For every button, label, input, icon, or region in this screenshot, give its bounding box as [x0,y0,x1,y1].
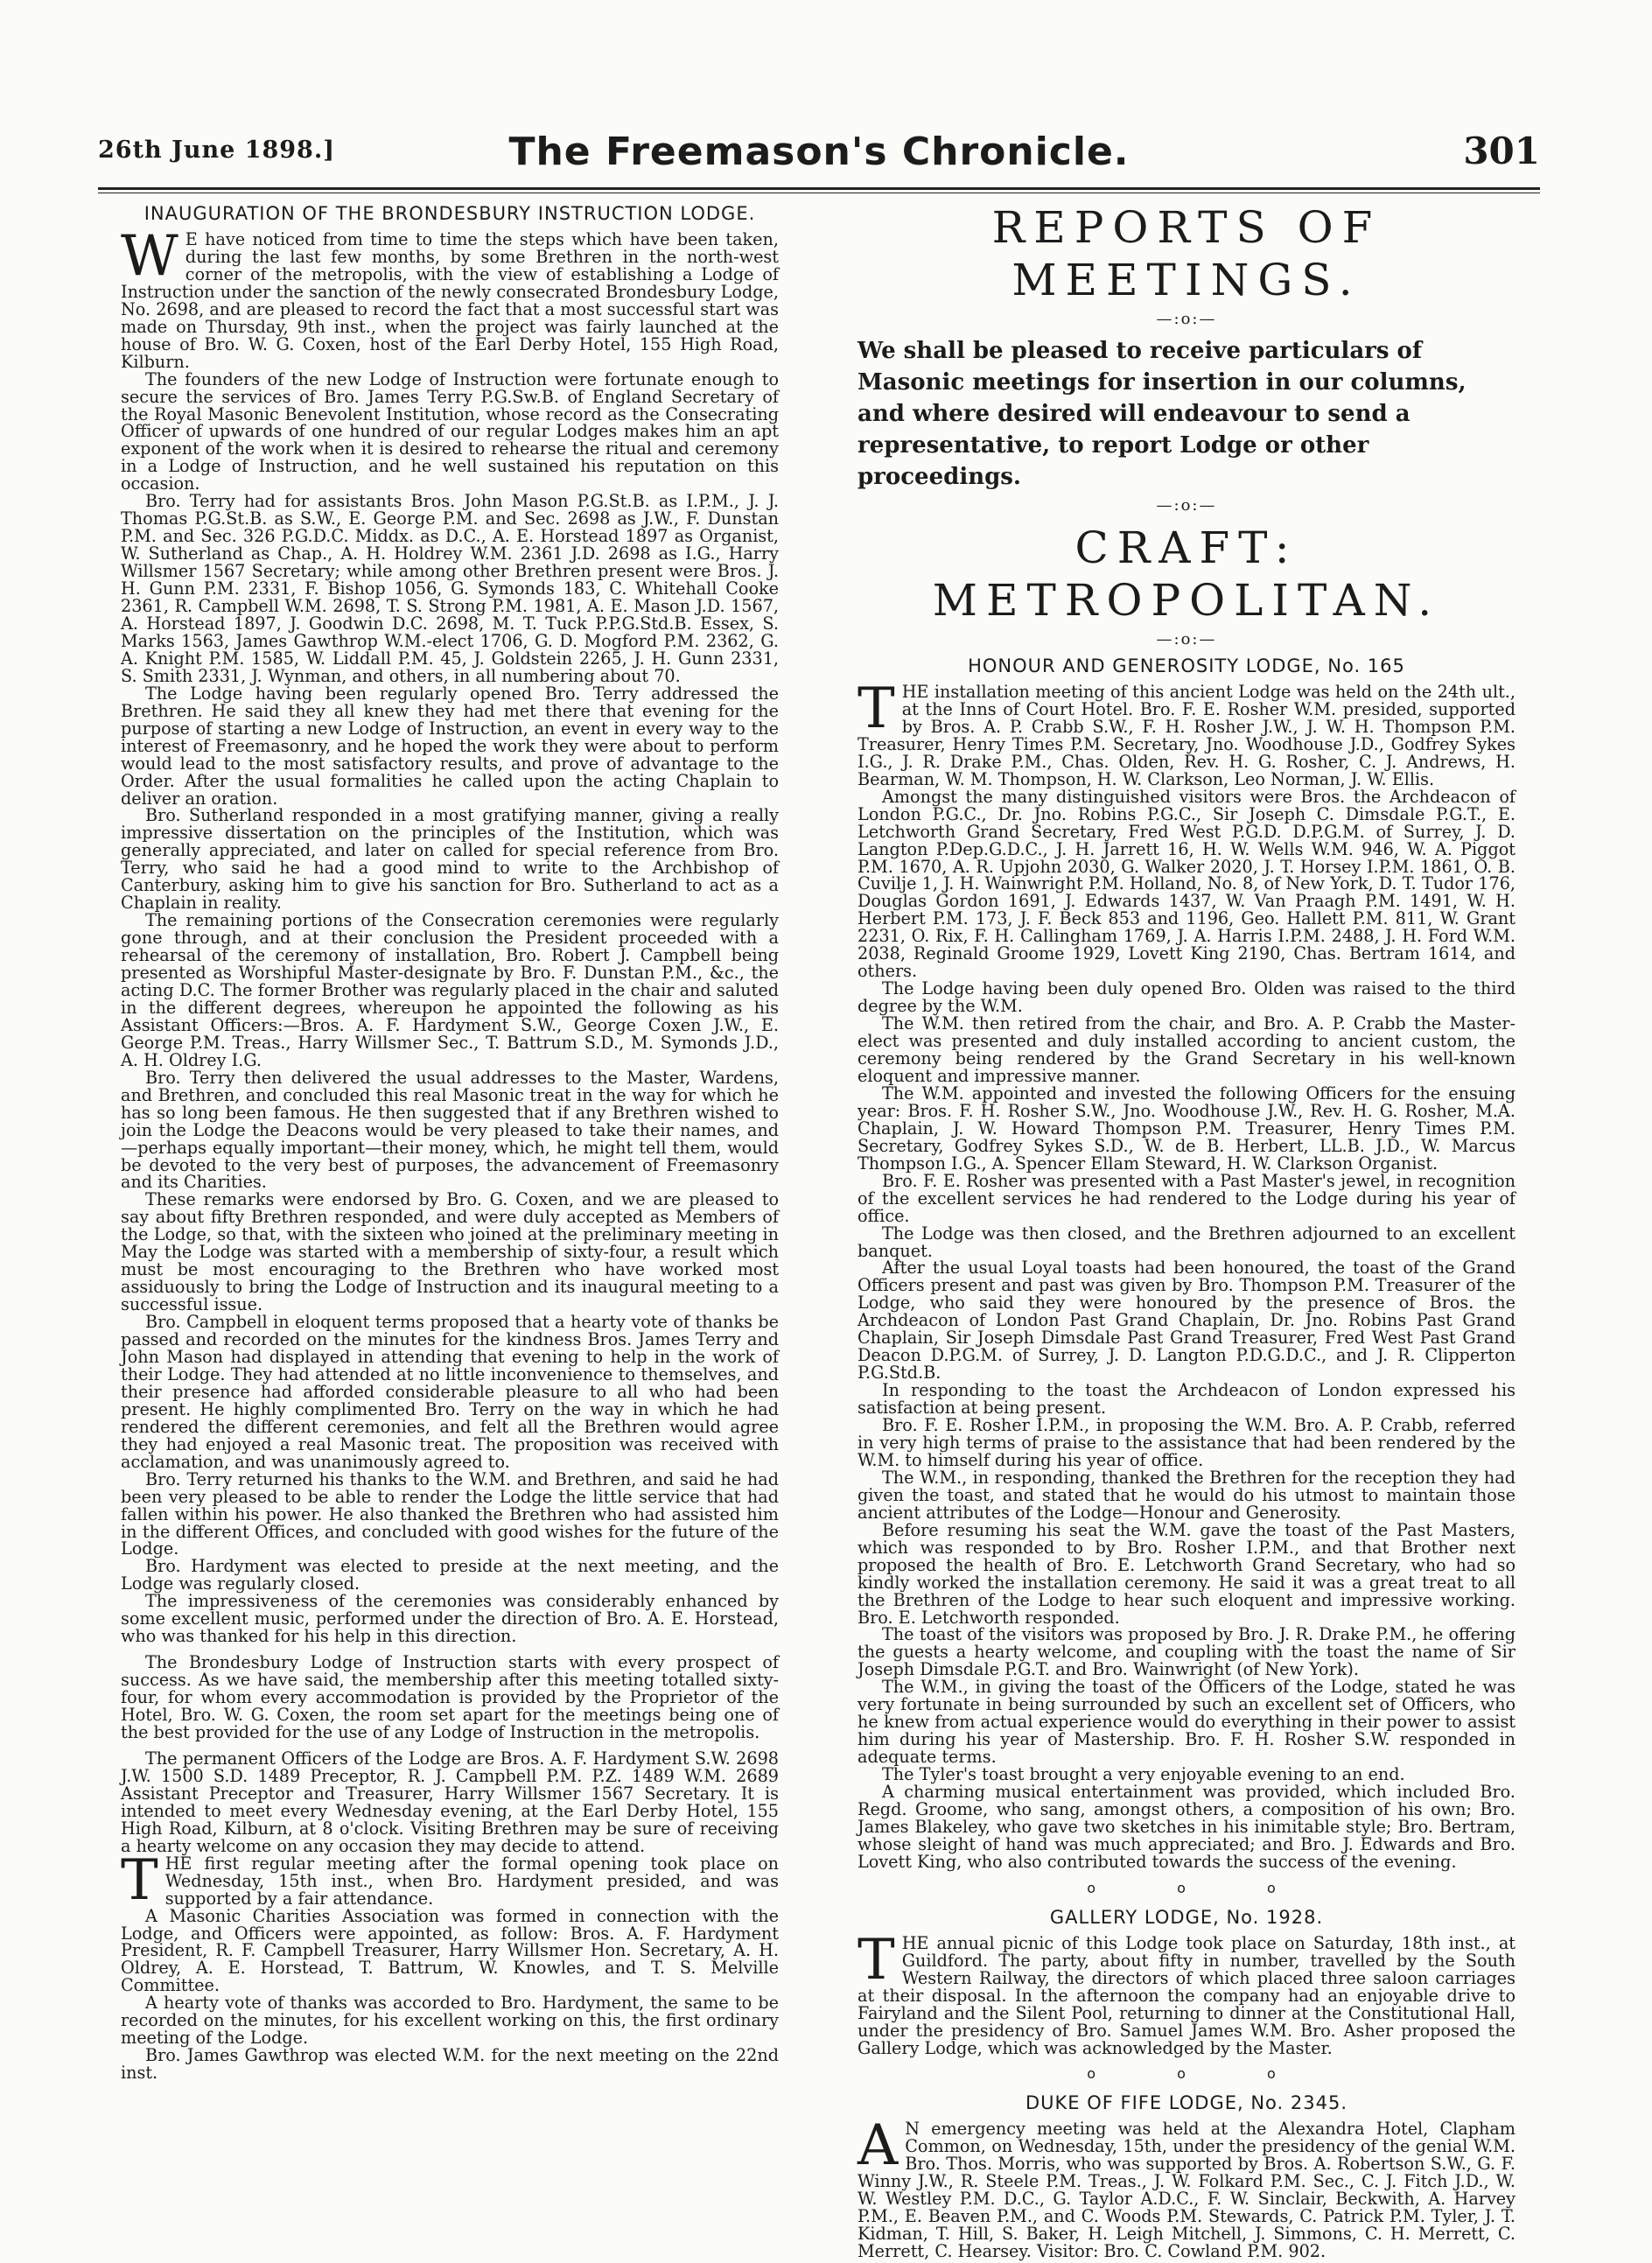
paragraph: The remaining portions of the Consecration ceremonies were regularly gone through, and at their conclusion the President proceeded with a rehearsal of the ceremony of installation, Bro. Robert J. Campbell being presented as Worshipful Master-designate by Bro. F. Dunstan P.M., &c., the acting D.C. The former Brother was regularly placed in the chair and saluted in the different degrees, whereupon he appointed the following as his Assistant Officers:—Bros. A. F. Hardyment S.W., George Coxen J.W., E. George P.M. Treas., Harry Willsmer Sec., T. Battrum S.D., M. Symonds J.D., A. H. Oldrey I.G. [121,910,779,1070]
paragraph: The permanent Officers of the Lodge are Bros. A. F. Hardyment S.W. 2698 J.W. 1500 S.D. 1489 Preceptor, R. J. Campbell P.M. P.Z. 1489 W.M. 2689 Assistant Preceptor and Treasurer, Harry Willsmer 1567 Secretary. It is intended to meet every Wednesday evening, at the Earl Derby Hotel, 155 High Road, Kilburn, at 8 o'clock. Visiting Brethren may be sure of receiving a hearty welcome on any occasion they may decide to attend. [121,1748,779,1856]
lodge-heading: DUKE OF FIFE LODGE, No. 2345. [1025,2092,1348,2114]
separator: —:o:— [1156,630,1217,648]
article-heading: INAUGURATION OF THE BRONDESBURY INSTRUCTION LODGE. [144,203,756,224]
paragraph: After the usual Loyal toasts had been honoured, the toast of the Grand Officers present and past was given by Bro. Thompson P.M. Treasurer of the Lodge, who said they were honoured by the presence of Bros. the Archdeacon of London Past Grand Chaplain, Dr. Jno. Robins Past Grand Chaplain, Sir Joseph Dimsdale Past Grand Treasurer, Fred West Past Grand Deacon D.P.G.M. of Surrey, J. D. Langton P.D.G.D.C., and J. R. Clipperton P.G.Std.B. [858,1258,1516,1384]
paragraph: Bro. James Gawthrop was elected W.M. for the next meeting on the 22nd inst. [121,2045,779,2084]
ornament: o o o [1087,1879,1314,1896]
page-number: 301 [1463,130,1540,172]
paragraph: Bro. Terry then delivered the usual addresses to the Master, Wardens, and Brethren, and concluded this real Masonic treat in the way for which he has so long been famous. He then suggested that if any Brethren wished to join the Lodge the Deacons would be very pleased to take their names, and—perhaps equally important—their money, which, he might tell them, would be devoted to the very best of purposes, the advancement of Freemasonry and its Charities. [121,1067,779,1193]
drop-cap: T [121,1847,158,1913]
paragraph: The founders of the new Lodge of Instruction were fortunate enough to secure the services of Bro. James Terry P.G.Sw.B. of England Secretary of the Royal Masonic Benevolent Institution, whose record as the Consecrating Officer of upwards of one hundred of our regular Lodges makes him an apt exponent of the work when it is desired to rehearse the ritual and ceremony in a Lodge of Instruction, and he well sustained his reputation on this occasion. [121,368,779,494]
paragraph: Bro. F. E. Rosher was presented with a Past Master's jewel, in recognition of the excellent services he had rendered to the Lodge during his year of office. [858,1170,1516,1226]
drop-cap: A [858,2113,899,2179]
paragraph: Bro. Hardyment was elected to preside at the next meeting, and the Lodge was regularly closed. [121,1556,779,1594]
paragraph: Bro. Campbell in eloquent terms proposed that a hearty vote of thanks be passed and recorded on the minutes for the kindness Bros. James Terry and John Mason had displayed in attending that evening to help in the work of their Lodge. They had attended at no little inconvenience to themselves, and their presence had afforded considerable pleasure to all who had been present. He highly complimented Bro. Terry on the way in which he had rendered the different ceremonies, and felt all the Brethren would agree they had enjoyed a real Masonic treat. The proposition was received with acclamation, and was unanimously agreed to. [121,1312,779,1472]
paragraph: Bro. Terry had for assistants Bros. John Mason P.G.St.B. as I.P.M., J. J. Thomas P.G.St.B. as S.W., E. George P.M. and Sec. 2698 as J.W., F. Dunstan P.M. and Sec. 326 P.G.D.C. Middx. as D.C., A. E. Horstead 1897 as Organist, W. Sutherland as Chap., A. H. Holdrey W.M. 2361 J.D. 2698 as I.G., Harry Willsmer 1567 Secretary; while among other Brethren present were Bros. J. H. Gunn P.M. 2331, F. Bishop 1056, G. Symonds 183, C. Whitehall Cooke 2361, R. Campbell W.M. 2698, T. S. Strong P.M. 1981, A. E. Mason J.D. 1567, A. Horstead 1897, J. Goodwin D.C. 2698, M. T. Tuck P.P.G.Std.B. Essex, S. Marks 1563, James Gawthrop W.M.-elect 1706, G. D. Mogford P.M. 2362, G. A. Knight P.M. 1585, W. Liddall P.M. 45, J. Goldstein 2265, J. H. Gunn 2331, S. Smith 2331, J. Wynman, and others, in all numbering about 70. [121,491,779,686]
drop-cap: T [858,1927,895,1993]
drop-cap: T [858,676,895,741]
paragraph: The W.M., in giving the toast of the Officers of the Lodge, stated he was very fortunate in being surrounded by such an excellent set of Officers, who he knew from actual experience would do everything in their power to assist him during his year of Mastership. Bro. F. H. Rosher S.W. responded in adequate terms. [858,1677,1516,1768]
separator: —:o:— [1156,496,1217,515]
paragraph: Before resuming his seat the W.M. gave the toast of the Past Masters, which was responded to by Bro. Rosher I.P.M., and that Brother next proposed the health of Bro. E. Letchworth Grand Secretary, who had so kindly worked the installation ceremony. He said it was a great treat to all the Brethren of the Lodge to hear such eloquent and impressive working. Bro. E. Letchworth responded. [858,1519,1516,1628]
paragraph: A Masonic Charities Association was formed in connection with the Lodge, and Officers were appointed, as follow: Bros. A. F. Hardyment President, R. F. Campbell Treasurer, Harry Willsmer Hon. Secretary, A. H. Oldrey, A. E. Horstead, T. Battrum, W. Knowles, and T. S. Melville Committee. [121,1905,779,1996]
paragraph: These remarks were endorsed by Bro. G. Coxen, and we are pleased to say about fifty Brethren responded, and were duly accepted as Members of the Lodge, so that, with the sixteen who joined at the preliminary meeting in May the Lodge was started with a membership of sixty-four, a result which must be most encouraging to the Brethren who have worked most assiduously to bring the Lodge of Instruction and its inaugural meeting to a successful issue. [121,1189,779,1315]
lodge-heading: GALLERY LODGE, No. 1928. [1049,1906,1324,1928]
paragraph: The W.M. appointed and invested the following Officers for the ensuing year: Bros. F. H. Rosher S.W., Jno. Woodhouse J.W., Rev. H. G. Rosher, M.A. Chaplain, J. W. Howard Thompson P.M. Treasurer, Henry Times P.M. Secretary, Godfrey Sykes S.D., W. de B. Herbert, LL.B. J.D., W. Marcus Thompson I.G., A. Spencer Ellam Steward, H. W. Clarkson Organist. [858,1082,1516,1174]
paragraph: The Lodge was then closed, and the Brethren adjourned to an excellent banquet. [858,1223,1516,1261]
paragraph: The Lodge having been regularly opened Bro. Terry addressed the Brethren. He said they all knew they had met there that evening for the purpose of starting a new Lodge of Instruction, an event in every way to the interest of Freemasonry, and he hoped the work they were about to perform would lead to the most satisfactory results, and prove of advantage to the Order. After the usual formalities he called upon the acting Chaplain to deliver an oration. [121,683,779,809]
ornament: o o o [1087,2065,1314,2083]
paragraph: Bro. Terry returned his thanks to the W.M. and Brethren, and said he had been very pleased to be able to render the Lodge the little service that had fallen within his power. He also thanked the Brethren who had assisted him in the different Offices, and concluded with good wishes for the future of the Lodge. [121,1468,779,1559]
paragraph: Amongst the many distinguished visitors were Bros. the Archdeacon of London P.G.C., Dr. Jno. Robins P.G.C., Sir Joseph C. Dimsdale P.G.T., E. Letchworth Grand Secretary, Fred West P.G.D. D.P.G.M. of Surrey, J. D. Langton P.Dep.G.D.C., J. H. Jarrett 16, H. W. Wells W.M. 946, W. A. Piggot P.M. 1670, A. R. Upjohn 2030, G. Walker 2020, J. T. Horsey I.P.M. 1861, O. B. Cuvilje 1, J. H. Wainwright P.M. Holland, No. 8, of New York, D. T. Tudor 176, Douglas Gordon 1691, J. Edwards 1437, W. Van Praagh P.M. 1491, W. H. Herbert P.M. 173, J. F. Beck 853 and 1196, Geo. Hallett P.M. 811, W. Grant 2231, O. Rix, F. H. Callingham 1769, J. A. Harris I.P.M. 2488, J. H. Ford W.M. 2038, Reginald Groome 1929, Lovett King 2190, Chas. Bertram 1614, and others. [858,786,1516,982]
left-column [121,201,779,2126]
paragraph: The W.M. then retired from the chair, and Bro. A. P. Crabb the Master-elect was presented and duly installed according to ancient custom, the ceremony being rendered by the Grand Secretary in his well-known eloquent and impressive manner. [858,1013,1516,1086]
lodge-heading: HONOUR AND GENEROSITY LODGE, No. 165 [968,655,1405,676]
paragraph: The W.M., in responding, thanked the Brethren for the reception they had given the toast, and stated that he would do his utmost to maintain those ancient attributes of the Lodge—Honour and Generosity. [858,1467,1516,1523]
paragraph: The impressiveness of the ceremonies was considerably enhanced by some excellent music, performed under the direction of Bro. A. E. Horstead, who was thanked for his help in this direction. [121,1591,779,1647]
paragraph: The Brondesbury Lodge of Instruction starts with every prospect of success. As we have said, the membership after this meeting totalled sixty-four, for whom every accommodation is provided by the Proprietor of the Hotel, Bro. W. G. Coxen, the room set apart for the meetings being one of the best provided for the use of any Lodge of Instruction in the metropolis. [121,1652,779,1743]
notice: We shall be pleased to receive particulars of Masonic meetings for insertion in our columns, and where desired will endeavour to send a representative, to report Lodge or other proceedings. [858,338,1466,490]
paragraph: The Tyler's toast brought a very enjoyable evening to an end. [882,1764,1405,1785]
paragraph: THE annual picnic of this Lodge took place on Saturday, 18th inst., at Guildford. The party, about fifty in number, travelled by the South Western Railway, the directors of which placed three saloon carriages at their disposal. In the afternoon the company had an enjoyable drive to Fairyland and the Silent Pool, returning to dinner at the Constitutional Hall, under the presidency of Bro. Samuel James W.M. Bro. Asher proposed the Gallery Lodge, which was acknowledged by the Master. [858,1927,1516,2058]
paragraph: THE installation meeting of this ancient Lodge was held on the 24th ult., at the Inns of Court Hotel. Bro. F. E. Rosher W.M. presided, supported by Bros. A. P. Crabb S.W., F. H. Rosher J.W., J. W. H. Thompson P.M. Treasurer, Henry Times P.M. Secretary, Jno. Woodhouse J.D., Godfrey Sykes I.G., J. R. Drake P.M., Chas. Olden, Rev. H. G. Rosher, C. J. Andrews, H. Bearman, W. M. Thompson, H. W. Clarkson, Leo Norman, J. W. Ellis. [858,676,1516,789]
paragraph: A N emergency meeting was held at the Alexandra Hotel, Clapham Common, on Wednesday, 15th, under the presidency of the genial W.M. Bro. Thos. Morris, who was supported by Bros. A. Robertson S.W., G. F. Winny J.W., R. Steele P.M. Treas., J. W. Folkard P.M. Sec., C. J. Fitch J.D., W. W. Westley P.M. D.C., G. Taylor A.D.C., F. W. Sinclair, Beckwith, A. Harvey P.M., E. Beaven P.M., and C. Woods P.M. Stewards, C. Patrick P.M. Tyler, J. T. Kidman, T. Hill, S. Baker, H. Leigh Mitchell, J. Simmons, C. H. Merrett, C. Merrett, C. Hearsey. Visitor: Bro. C. Cowland P.M. 902. [858,2113,1516,2262]
paragraph: W E have noticed from time to time the steps which have been taken, during the last few months, by some Brethren in the north-west corner of the metropolis, with the view of establishing a Lodge of Instruction under the sanction of the newly consecrated Brondesbury Lodge, No. 2698, and are pleased to record the fact that a most successful start was made on Thursday, 9th inst., when the project was fairly launched at the house of Bro. W. G. Coxen, host of the Earl Derby Hotel, 155 High Road, Kilburn. [121,224,779,372]
right-column [858,201,1516,2262]
drop-cap: W [121,224,178,289]
paragraph: Bro. Sutherland responded in a most gratifying manner, giving a really impressive dissertation on the principles of the Institution, which was generally appreciated, and later on called for special reference from Bro. Terry, who said he had a good mind to write to the Archbishop of Canterbury, asking him to give his sanction for Bro. Sutherland to act as a Chaplain in reality. [121,805,779,914]
paragraph: The Lodge having been duly opened Bro. Olden was raised to the third degree by the W.M. [858,978,1516,1017]
paragraph: The toast of the visitors was proposed by Bro. J. R. Drake P.M., he offering the guests a hearty welcome, and coupling with the toast the name of Sir Joseph Dimsdale P.G.T. and Bro. Wainwright (of New York). [858,1624,1516,1680]
publication-title: The Freemason's Chronicle. [508,130,1130,174]
header-rule [98,187,1540,193]
paragraph: Bro. F. E. Rosher I.P.M., in proposing the W.M. Bro. A. P. Crabb, referred in very high terms of praise to the assistance that had been rendered by the W.M. to himself during his year of office. [858,1415,1516,1470]
paragraph: A hearty vote of thanks was accorded to Bro. Hardyment, the same to be recorded on the minutes, for his excellent working on this, the first ordinary meeting of the Lodge. [121,1993,779,2049]
section-subtitle: CRAFT: METROPOLITAN. [932,522,1441,626]
paragraph: THE first regular meeting after the formal opening took place on Wednesday, 15th inst., when Bro. Hardyment presided, and was supported by a fair attendance. [121,1847,779,1913]
issue-date: 26th June 1898.] [98,137,336,164]
paragraph: A charming musical entertainment was provided, which included Bro. Regd. Groome, who sang, amongst others, a composition of his own; Bro. James Blakeley, who gave two sketches in his inimitable style; Bro. Bertram, whose sleight of hand was much appreciated; and Bro. J. Edwards and Bro. Lovett King, who also contributed towards the success of the evening. [858,1782,1516,1872]
paragraph: In responding to the toast the Archdeacon of London expressed his satisfaction at being present. [858,1380,1516,1419]
section-title: REPORTS OF MEETINGS. [991,202,1382,305]
running-header [98,130,1540,182]
separator: —:o:— [1156,310,1217,328]
